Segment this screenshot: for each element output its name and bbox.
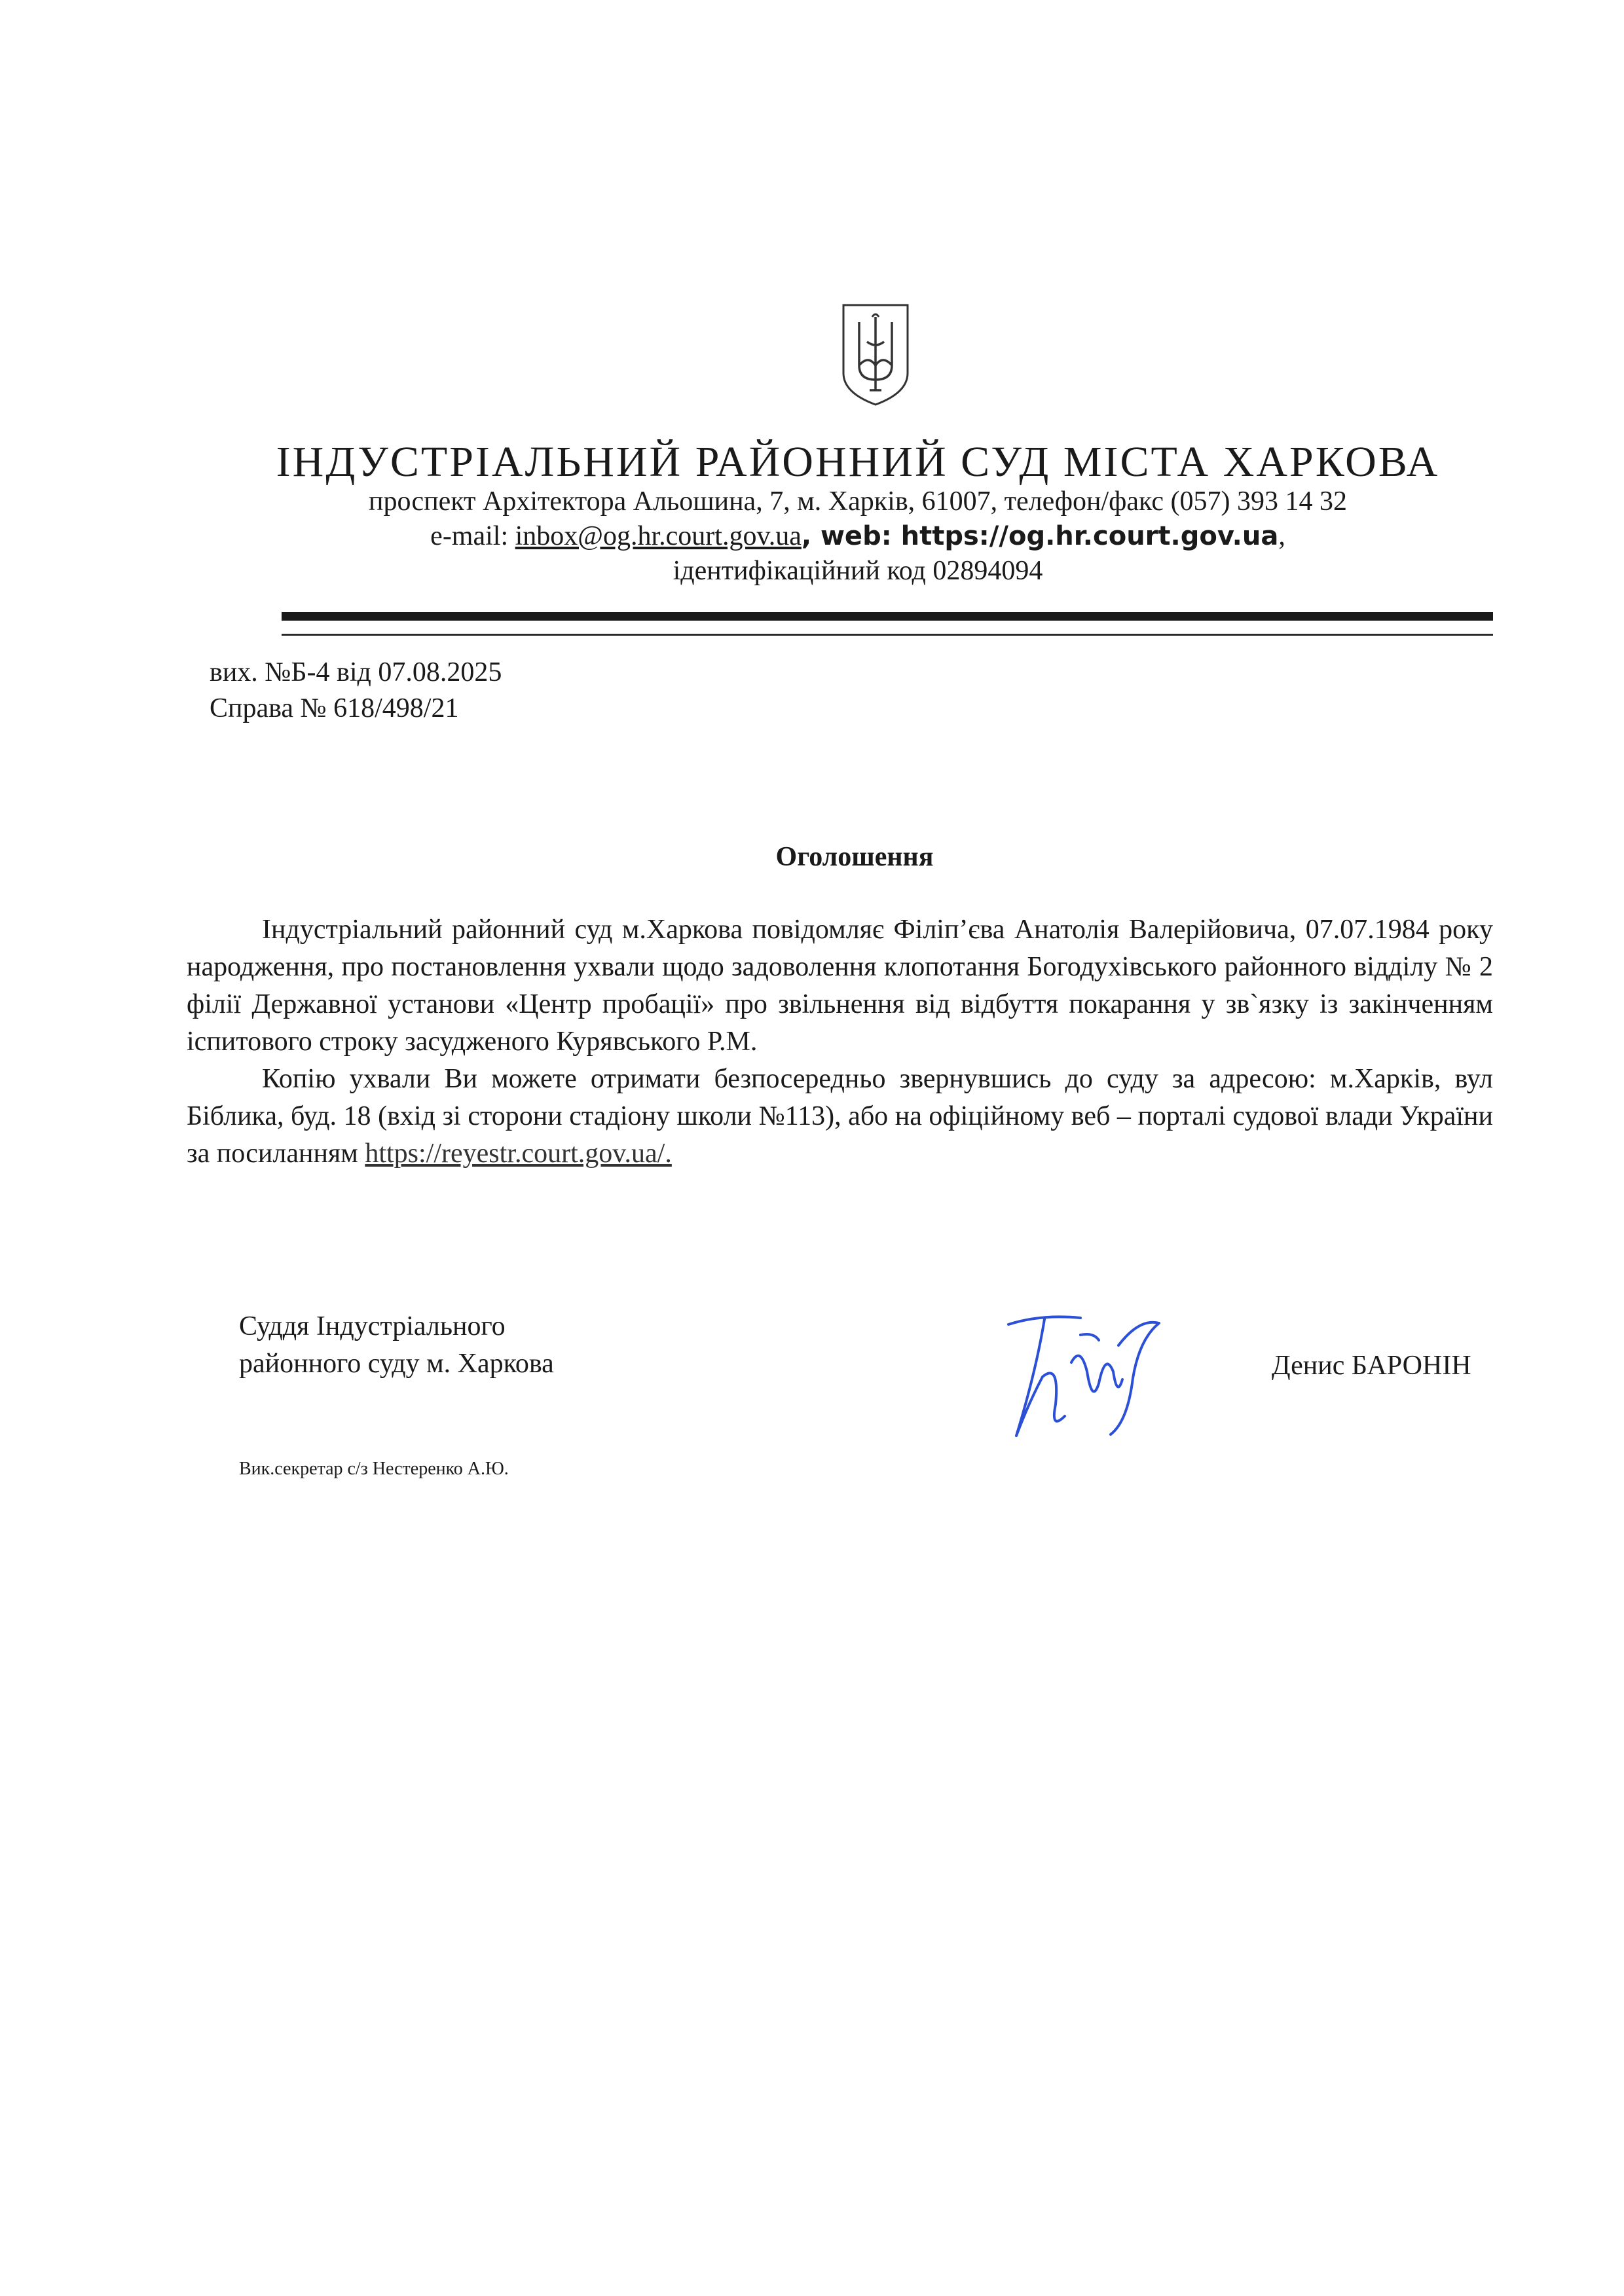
header-divider-thin <box>282 634 1493 636</box>
paragraph-2-text: Копію ухвали Ви можете отримати безпосередньо звернувшись до суду за адресою: м.Харків, вул Біблика, буд. 18 (вхід зі сторони стадіону школи №113), або на офіційному веб – порталі судової влади України за посиланням <box>187 1064 1493 1169</box>
court-id-code: ідентифікаційний код 02894094 <box>673 556 1043 586</box>
court-address: проспект Архітектора Альошина, 7, м. Харків, 61007, телефон/факс (057) 393 14 32 <box>369 486 1347 517</box>
header-divider-thick <box>282 612 1493 621</box>
case-number: Справа № 618/498/21 <box>210 693 459 723</box>
trident-coat-of-arms-icon <box>840 302 912 407</box>
web-label: , web: <box>801 521 901 551</box>
email-prefix: e-mail: <box>430 521 515 551</box>
judge-role <box>239 1308 554 1383</box>
email-link[interactable]: inbox@og.hr.court.gov.ua <box>515 521 802 551</box>
web-link[interactable]: https://og.hr.court.gov.ua <box>900 521 1279 551</box>
notice-title: Оголошення <box>775 842 934 872</box>
notice-paragraph-1: Індустріальний районний суд м.Харкова повідомляє Філіп’єва Анатолія Валерійовича, 07.07.1984 року народження, про постановлення ухвали щодо задоволення клопотання Богодухівського районного відділу № 2 філії Державної установи «Центр пробації» про звільнення від відбуття покарання у зв`язку із закінченням іспитового строку засудженого Курявського Р.М. <box>187 915 1493 1057</box>
handwritten-signature <box>982 1300 1179 1450</box>
notice-body <box>187 911 1493 1173</box>
court-name: ІНДУСТРІАЛЬНИЙ РАЙОННИЙ СУД МІСТА ХАРКОВА <box>276 438 1440 486</box>
web-suffix: , <box>1278 521 1285 551</box>
judge-name: Денис БАРОНІН <box>1272 1351 1471 1381</box>
secretary-note: Вик.секретар с/з Нестеренко А.Ю. <box>239 1459 509 1479</box>
court-contacts <box>0 520 1624 552</box>
registry-link[interactable]: https://reyestr.court.gov.ua/. <box>365 1139 672 1169</box>
judge-role-line-1: Суддя Індустріального <box>239 1311 506 1341</box>
outgoing-number: вих. №Б-4 від 07.08.2025 <box>210 657 502 687</box>
judge-role-line-2: районного суду м. Харкова <box>239 1349 554 1379</box>
notice-paragraph-2 <box>187 1061 1493 1173</box>
